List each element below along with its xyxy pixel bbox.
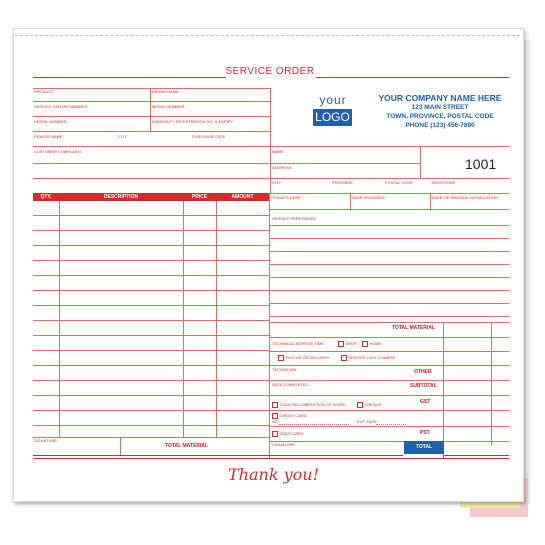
label-subtotal: SUBTOTAL [410,383,437,389]
service-line[interactable] [270,303,509,304]
field-service-performed[interactable]: SERVICE PERFORMED [272,216,317,221]
label-total: TOTAL [415,444,433,450]
thank-you-text: Thank you! [228,465,320,484]
field-todays-date[interactable]: TODAY'S DATE [272,195,301,200]
field-date-completed[interactable]: DATE COMPLETED [272,382,309,387]
table-row[interactable] [33,230,269,231]
checkbox-debit-card[interactable]: DEBIT CARD [272,431,304,437]
perforation [15,35,520,36]
service-line[interactable] [270,264,509,265]
col-amount: AMOUNT [231,194,254,200]
field-card-no[interactable]: NO. [272,419,280,424]
order-number: 1001 [465,156,497,172]
table-row[interactable] [33,275,269,276]
label-other: OTHER [414,369,432,375]
company-street: 123 MAIN STREET [411,104,469,111]
table-row[interactable] [33,335,269,336]
table-row[interactable] [33,425,269,426]
field-signature-left[interactable]: SIGNATURE [34,438,58,443]
field-brand-name[interactable]: BRAND NAME [152,89,179,94]
col-qty: QTY. [40,194,52,200]
col-description: DESCRIPTION [103,194,139,200]
table-row[interactable] [33,365,269,366]
field-service-centre-number[interactable]: SERVICE CENTRE NUMBER [34,104,88,109]
checkbox-cash[interactable]: CASH ON COMPLETION OF WORK [272,402,346,408]
checkbox-pick-up-delivery[interactable]: PICK UP OR DELIVERY [278,355,329,361]
field-date-original-installation[interactable]: DATE OF ORIGINAL INSTALLATION [432,195,499,200]
checkbox-shop[interactable]: SHOP [338,341,357,347]
field-address[interactable]: ADDRESS [272,165,292,170]
field-warranty-registration[interactable]: WARRANTY REGISTRATION NO. & EXPIRY [152,119,234,124]
table-row[interactable] [33,350,269,351]
table-row[interactable] [33,410,269,411]
company-phone: PHONE (123) 456-7890 [405,122,475,129]
service-divider [270,322,509,323]
table-row[interactable] [33,380,269,381]
table-row[interactable] [33,320,269,321]
label-total-material-bottom: TOTAL MATERIAL [165,443,208,449]
page-title: SERVICE ORDER [225,66,315,77]
field-technician[interactable]: TECHNICIAN [272,367,297,372]
field-city[interactable]: CITY [118,134,128,139]
checkbox-cheque[interactable]: CHEQUE [357,402,382,408]
logo-your-text: your [319,93,347,107]
field-exp-date[interactable]: EXP. DATE [357,419,378,424]
table-row[interactable] [33,260,269,261]
checkbox-home[interactable]: HOME [362,341,382,347]
label-technical-service-time: TECHNICAL SERVICE TIME [272,341,324,346]
field-signature-right[interactable]: SIGNATURE [272,442,296,447]
field-customer-complaint[interactable]: CUSTOMER COMPLAINT [34,149,82,154]
table-row[interactable] [33,245,269,246]
field-postal-code[interactable]: POSTAL CODE [385,180,414,185]
field-name[interactable]: NAME [272,149,284,154]
field-province[interactable]: PROVINCE [332,180,353,185]
service-line[interactable] [270,238,509,239]
field-purchase-date[interactable]: PURCHASE DATE [192,134,226,139]
service-line[interactable] [270,225,509,226]
service-line[interactable] [270,277,509,278]
field-dealer-name[interactable]: DEALER NAME [34,134,63,139]
label-pst: PST [420,430,430,436]
label-gst: GST [420,399,431,405]
field-serial-number[interactable]: SERIAL NUMBER [34,119,67,124]
company-city: TOWN, PROVINCE, POSTAL CODE [386,113,494,120]
field-cust-city[interactable]: CITY [272,180,282,185]
table-row[interactable] [33,290,269,291]
field-telephone[interactable]: TELEPHONE [431,180,456,185]
field-model-number[interactable]: MODEL NUMBER [152,104,185,109]
table-row[interactable] [33,215,269,216]
checkbox-service-call-charge[interactable]: SERVICE CALL CHARGE [341,355,395,361]
service-line[interactable] [270,316,509,317]
logo-box: LOGO [313,109,352,126]
table-row[interactable] [33,305,269,306]
field-date-promised[interactable]: DATE PROMISED [352,195,385,200]
company-name: YOUR COMPANY NAME HERE [378,93,502,103]
service-line[interactable] [270,290,509,291]
table-row[interactable] [33,395,269,396]
checkbox-credit-card[interactable]: CREDIT CARD [272,413,307,419]
field-product[interactable]: PRODUCT [34,89,54,94]
service-line[interactable] [270,251,509,252]
label-total-material: TOTAL MATERIAL [392,325,435,331]
col-price: PRICE [191,194,208,200]
